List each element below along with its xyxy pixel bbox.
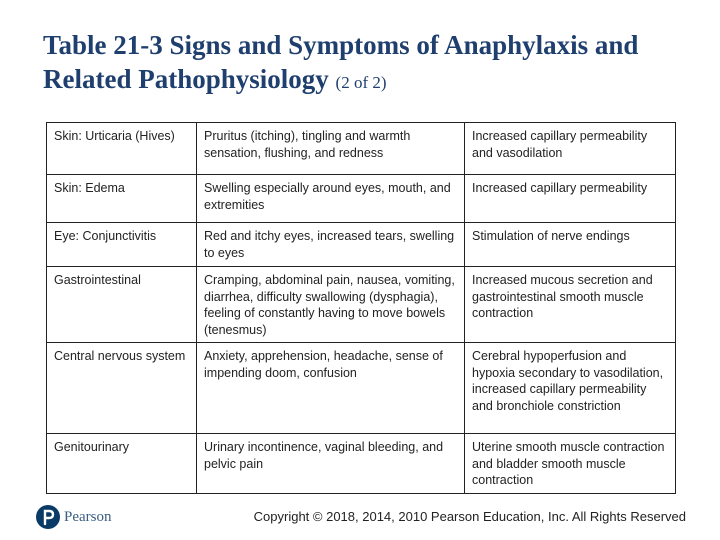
- copyright-text: Copyright © 2018, 2014, 2010 Pearson Education, Inc. All Rights Reserved: [253, 509, 686, 524]
- table-cell-pathophysiology: Increased mucous secretion and gastrointestinal smooth muscle contraction: [465, 267, 676, 343]
- table-cell-system: Central nervous system: [47, 343, 197, 434]
- table-cell-pathophysiology: Increased capillary permeability and vasodilation: [465, 123, 676, 175]
- table-cell-system: Skin: Urticaria (Hives): [47, 123, 197, 175]
- table-cell-system: Skin: Edema: [47, 175, 197, 223]
- table-cell-system: Gastrointestinal: [47, 267, 197, 343]
- table-cell-system: Eye: Conjunctivitis: [47, 223, 197, 267]
- table-cell-pathophysiology: Cerebral hypoperfusion and hypoxia secondary to vasodilation, increased capillary permeability and bronchiole constriction: [465, 343, 676, 434]
- table-cell-signs: Cramping, abdominal pain, nausea, vomiting, diarrhea, difficulty swallowing (dysphagia), feeling of constantly having to move bowels (tenesmus): [197, 267, 465, 343]
- table-row: [47, 267, 676, 343]
- symptoms-table: [46, 122, 676, 494]
- table-cell-pathophysiology: Uterine smooth muscle contraction and bladder smooth muscle contraction: [465, 434, 676, 494]
- table-cell-pathophysiology: Increased capillary permeability: [465, 175, 676, 223]
- table-row: [47, 343, 676, 434]
- table-cell-signs: Pruritus (itching), tingling and warmth sensation, flushing, and redness: [197, 123, 465, 175]
- table-cell-signs: Swelling especially around eyes, mouth, and extremities: [197, 175, 465, 223]
- table-cell-system: Genitourinary: [47, 434, 197, 494]
- table-row: [47, 223, 676, 267]
- table-cell-signs: Urinary incontinence, vaginal bleeding, and pelvic pain: [197, 434, 465, 494]
- table-row: [47, 175, 676, 223]
- pearson-logo-text: Pearson: [64, 508, 112, 525]
- table-row: [47, 123, 676, 175]
- slide-title-suffix: (2 of 2): [335, 73, 387, 92]
- table-cell-signs: Anxiety, apprehension, headache, sense of impending doom, confusion: [197, 343, 465, 434]
- table-cell-pathophysiology: Stimulation of nerve endings: [465, 223, 676, 267]
- table-cell-signs: Red and itchy eyes, increased tears, swelling to eyes: [197, 223, 465, 267]
- slide-title: [43, 28, 683, 100]
- table-row: [47, 434, 676, 494]
- pearson-logo: [36, 505, 112, 529]
- slide-title-text: Table 21-3 Signs and Symptoms of Anaphylaxis and Related Pathophysiology: [43, 30, 639, 94]
- pearson-logo-icon: [36, 505, 60, 529]
